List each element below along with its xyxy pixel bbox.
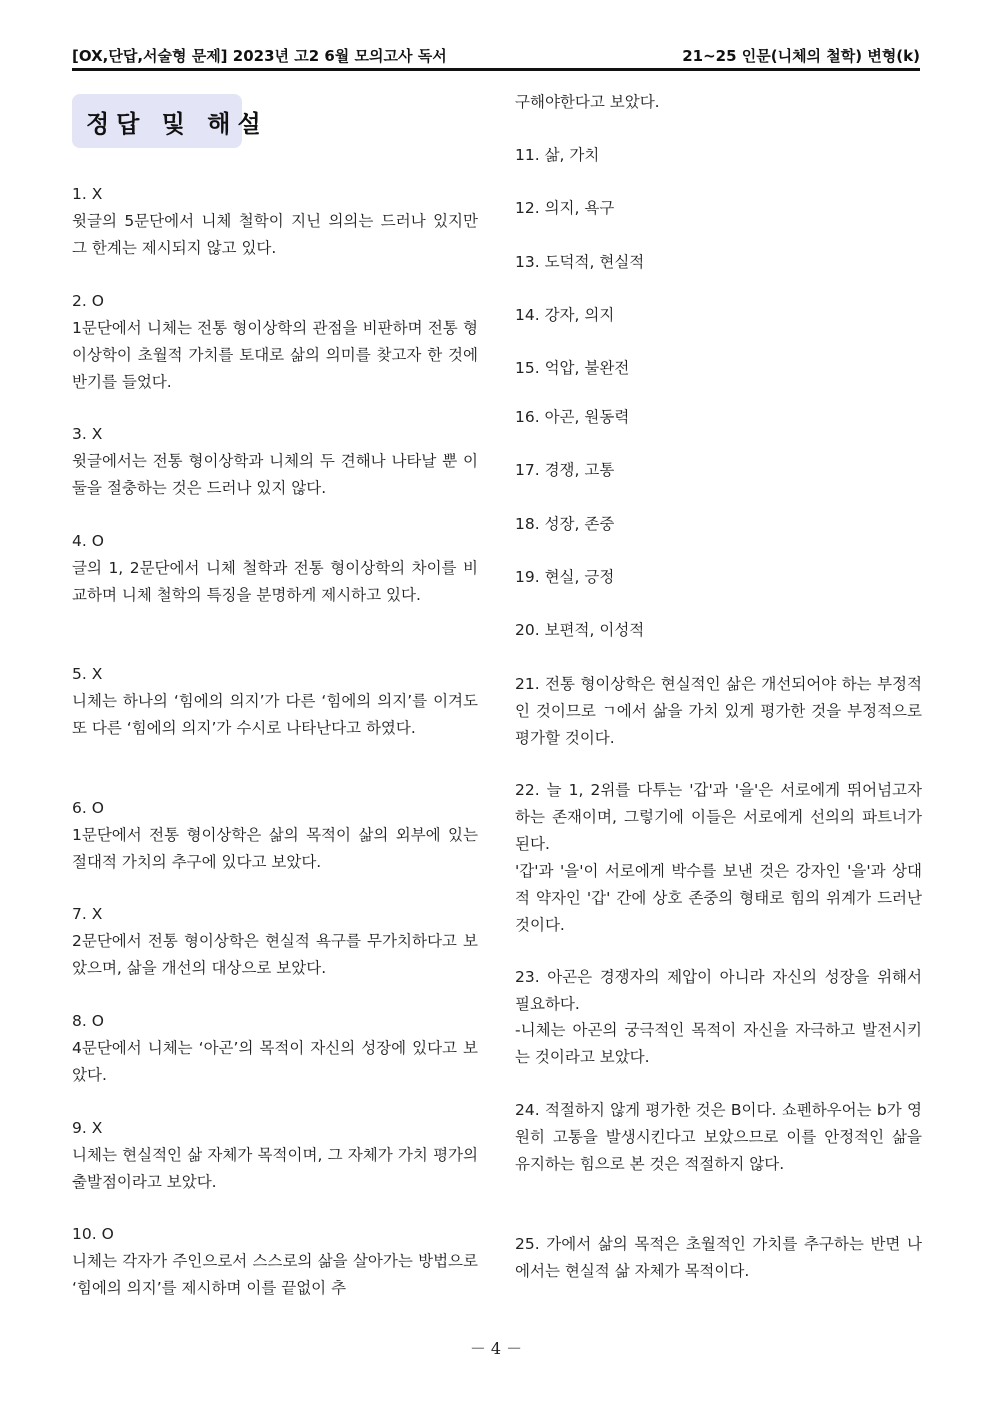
section-title: 정답 및 해설 (86, 110, 268, 138)
answer-10-continuation: 구해야한다고 보았다. (515, 93, 660, 111)
answer-16: 16. 아곤, 원동력 (515, 408, 630, 426)
answer-10-explanation: 니체는 각자가 주인으로서 스스로의 삶을 살아가는 방법으로 ‘힘에의 의지’를 제시하며 이를 끝없이 추 (72, 1252, 478, 1297)
answer-15: 15. 억압, 불완전 (515, 359, 630, 377)
answer-22: 22. 늘 1, 2위를 다투는 '갑'과 '을'은 서로에게 뛰어넘고자 하는 존재이며, 그렇기에 이들은 서로에게 선의의 파트너가 된다. (515, 781, 922, 853)
answer-5-title: 5. X (72, 665, 103, 683)
answer-9-explanation: 니체는 현실적인 삶 자체가 목적이며, 그 자체가 가치 평가의 출발점이라고 보았다. (72, 1146, 478, 1191)
answer-section-title-box (72, 94, 268, 148)
answer-14: 14. 강자, 의지 (515, 306, 615, 324)
answer-7-title: 7. X (72, 905, 103, 923)
answer-1-explanation: 윗글의 5문단에서 니체 철학이 지닌 의의는 드러나 있지만 그 한계는 제시되지 않고 있다. (72, 212, 478, 257)
answer-22-note: '갑'과 '을'이 서로에게 박수를 보낸 것은 강자인 '을'과 상대적 약자인 '갑' 간에 상호 존중의 형태로 힘의 위계가 드러난 것이다. (515, 862, 922, 934)
answer-3-title: 3. X (72, 425, 103, 443)
answer-8-title: 8. O (72, 1012, 104, 1030)
answer-2-title: 2. O (72, 292, 104, 310)
answer-6-explanation: 1문단에서 전통 형이상학은 삶의 목적이 삶의 외부에 있는 절대적 가치의 추구에 있다고 보았다. (72, 826, 478, 871)
page-header (72, 42, 920, 71)
answer-24: 24. 적절하지 않게 평가한 것은 B이다. 쇼펜하우어는 b가 영원히 고통을 발생시킨다고 보았으므로 이를 안정적인 삶을 유지하는 힘으로 본 것은 적절하지 않다. (515, 1101, 922, 1173)
header-right-title: 21~25 인문(니체의 철학) 변형(k) (682, 47, 920, 65)
answer-11: 11. 삶, 가치 (515, 146, 600, 164)
answer-5-explanation: 니체는 하나의 ‘힘에의 의지’가 다른 ‘힘에의 의지’를 이겨도 또 다른 ‘힘에의 의지’가 수시로 나타난다고 하였다. (72, 692, 478, 737)
answer-18: 18. 성장, 존중 (515, 515, 615, 533)
answer-10-title: 10. O (72, 1225, 114, 1243)
answer-7-explanation: 2문단에서 전통 형이상학은 현실적 욕구를 무가치하다고 보았으며, 삶을 개선의 대상으로 보았다. (72, 932, 478, 977)
answer-3-explanation: 윗글에서는 전통 형이상학과 니체의 두 견해나 나타날 뿐 이 둘을 절충하는 것은 드러나 있지 않다. (72, 452, 478, 497)
answer-13: 13. 도덕적, 현실적 (515, 253, 645, 271)
answer-8-explanation: 4문단에서 니체는 ‘아곤’의 목적이 자신의 성장에 있다고 보았다. (72, 1039, 478, 1084)
answer-21: 21. 전통 형이상학은 현실적인 삶은 개선되어야 하는 부정적인 것이므로 ㄱ에서 삶을 가치 있게 평가한 것을 부정적으로 평가할 것이다. (515, 675, 922, 747)
answer-2-explanation: 1문단에서 니체는 전통 형이상학의 관점을 비판하며 전통 형이상학이 초월적 가치를 토대로 삶의 의미를 찾고자 한 것에 반기를 들었다. (72, 319, 478, 391)
answer-25: 25. 가에서 삶의 목적은 초월적인 가치를 추구하는 반면 나에서는 현실적 삶 자체가 목적이다. (515, 1235, 922, 1280)
answer-4-explanation: 글의 1, 2문단에서 니체 철학과 전통 형이상학의 차이를 비교하며 니체 철학의 특징을 분명하게 제시하고 있다. (72, 559, 478, 604)
answer-4-title: 4. O (72, 532, 104, 550)
answer-23-note: -니체는 아곤의 궁극적인 목적이 자신을 자극하고 발전시키는 것이라고 보았다. (515, 1021, 922, 1066)
answer-1-title: 1. X (72, 185, 103, 203)
answer-9-title: 9. X (72, 1119, 103, 1137)
answer-20: 20. 보편적, 이성적 (515, 621, 645, 639)
answer-12: 12. 의지, 욕구 (515, 199, 615, 217)
page-number: － 4 － (469, 1339, 523, 1358)
answer-17: 17. 경쟁, 고통 (515, 461, 615, 479)
answer-6-title: 6. O (72, 799, 104, 817)
header-left-title: [OX,단답,서술형 문제] 2023년 고2 6월 모의고사 독서 (72, 47, 447, 65)
answer-23: 23. 아곤은 경쟁자의 제압이 아니라 자신의 성장을 위해서 필요하다. (515, 968, 922, 1013)
answer-19: 19. 현실, 긍정 (515, 568, 615, 586)
